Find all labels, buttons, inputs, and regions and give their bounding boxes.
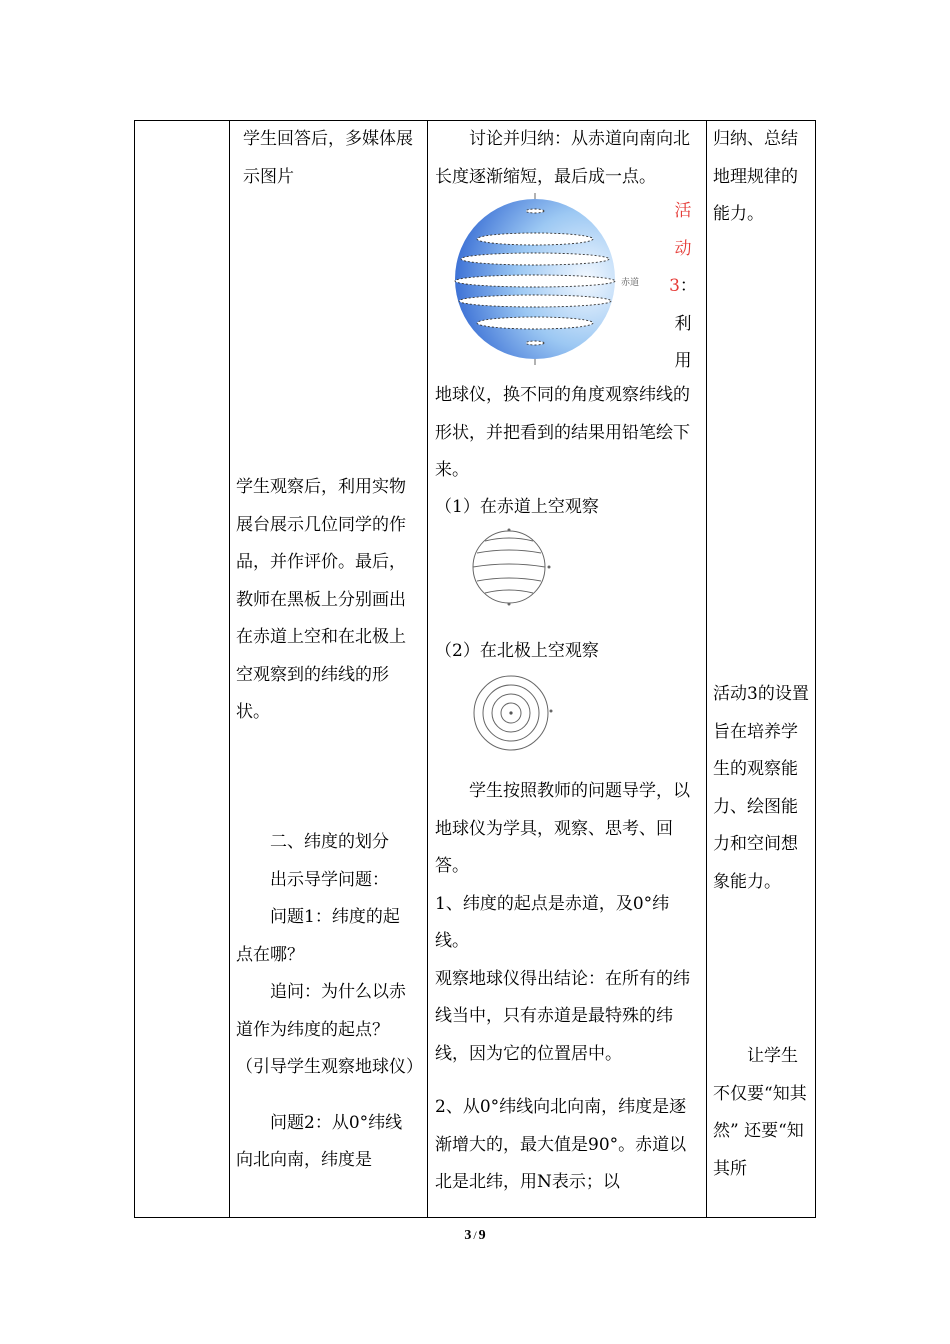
activity-text: 地球仪，换不同的角度观察纬线的形状，并把看到的结果用铅笔绘下来。 <box>435 385 690 480</box>
page-number <box>0 1228 950 1244</box>
activity-description <box>435 377 699 490</box>
section-heading: 二、纬度的划分 <box>270 832 389 852</box>
equator-label: 赤道 <box>621 278 640 288</box>
intent-block-2 <box>713 676 813 901</box>
column-divider <box>229 121 230 1217</box>
teacher-text: 学生回答后，多媒体展示图片 <box>243 129 413 187</box>
total-pages: 9 <box>478 1228 486 1243</box>
teacher-text: 学生观察后，利用实物展台展示几位同学的作品，并作评价。最后，教师在黑板上分别画出在赤道上空和在北极上空观察到的纬线的形状。 <box>236 477 406 722</box>
activity-char: 用 <box>674 351 692 371</box>
question-1: 问题1：纬度的起点在哪？ <box>236 907 400 965</box>
observe-pole-label: （2）在北极上空观察 <box>435 641 599 661</box>
teacher-block-3 <box>236 824 423 1180</box>
teacher-block-1 <box>236 121 416 196</box>
follow-up-question: 追问：为什么以赤道作为纬度的起点？（引导学生观察地球仪） <box>236 982 423 1077</box>
current-page: 3 <box>464 1228 472 1243</box>
intent-block-1 <box>713 121 813 234</box>
column-divider <box>706 121 707 1217</box>
summary-block <box>435 121 699 196</box>
page-separator: / <box>473 1228 477 1242</box>
north-pole-view-sketch <box>471 673 561 753</box>
activity-char: 利 <box>674 313 692 334</box>
guide-block <box>435 773 699 1202</box>
teacher-block-2 <box>236 469 416 732</box>
intent-text: 活动3的设置旨在培养学生的观察能力、绘图能力和空间想象能力。 <box>713 684 809 892</box>
activity-char: 活 <box>674 201 692 221</box>
observe-equator-label: （1）在赤道上空观察 <box>435 497 599 517</box>
conclusion-text: 观察地球仪得出结论：在所有的纬线当中，只有赤道是最特殊的纬线，因为它的位置居中。 <box>435 968 690 1064</box>
intent-text: 归纳、总结地理规律的能力。 <box>713 129 798 224</box>
activity-char: 动 <box>674 238 692 259</box>
answer-1: 1、纬度的起点是赤道，及0°纬线。 <box>435 893 670 951</box>
column-divider <box>427 121 428 1217</box>
lesson-table <box>134 120 816 1218</box>
intent-text: 让学生不仅要“知其然” 还要“知其所 <box>713 1046 807 1179</box>
answer-2: 2、从0°纬线向北向南，纬度是逐渐增大的，最大值是90°。赤道以北是北纬，用N表示；以 <box>435 1097 687 1192</box>
observe-pole <box>435 633 699 671</box>
summary-text: 讨论并归纳：从赤道向南向北长度逐渐缩短，最后成一点。 <box>435 129 690 187</box>
equator-view-sketch <box>471 527 557 607</box>
intent-block-3 <box>713 1038 813 1188</box>
guide-text: 学生按照教师的问题导学，以地球仪为学具，观察、思考、回答。 <box>435 781 690 876</box>
globe-latitude-figure <box>449 193 669 365</box>
question-2: 问题2：从0°纬线向北向南，纬度是 <box>236 1112 403 1170</box>
teacher-text: 出示导学问题： <box>270 869 389 890</box>
observe-equator <box>435 489 699 527</box>
activity-3-vertical: 活 动 3： 利 用 <box>668 193 698 381</box>
